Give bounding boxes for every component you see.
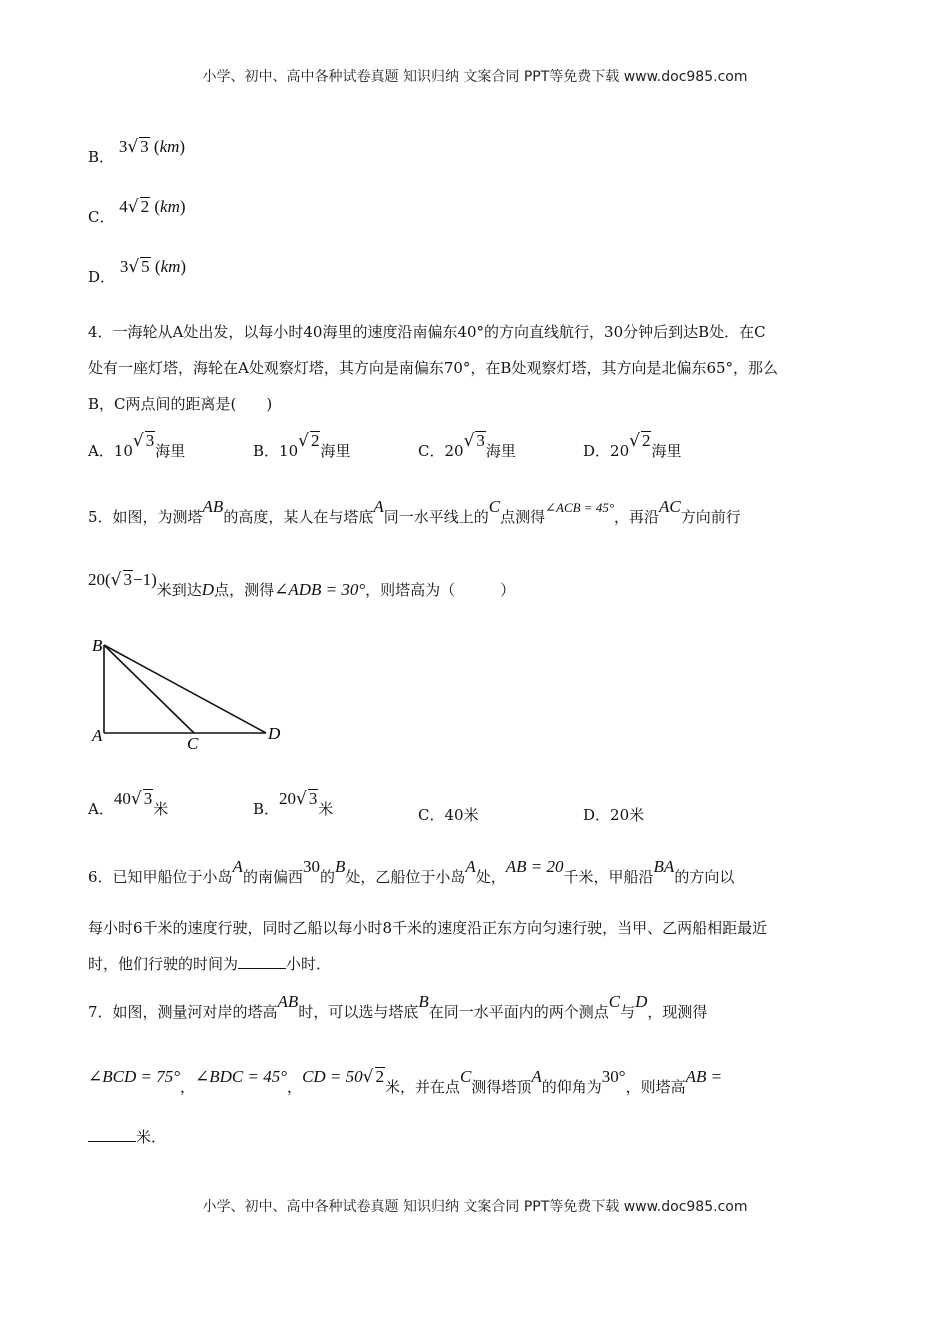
q6-line2: 每小时6千米的速度行驶，同时乙船以每小时8千米的速度沿正东方向匀速行驶，当甲、乙两船相距最近 [88, 919, 768, 937]
page-footer: 小学、初中、高中各种试卷真题 知识归纳 文案合同 PPT等免费下载 www.doc985.com [202, 1199, 748, 1215]
page-header: 小学、初中、高中各种试卷真题 知识归纳 文案合同 PPT等免费下载 www.doc985.com [202, 69, 748, 85]
q7-line1: 7．如图，测量河对岸的塔高AB时，可以选与塔底B在同一水平面内的两个测点C与D，现测得 [88, 992, 708, 1021]
q4-option-b: B．10√ 2海里 [253, 431, 351, 460]
q7-line3: 米． [88, 1125, 166, 1149]
label-c: C [187, 734, 199, 753]
q4-line2: 处有一座灯塔，海轮在A处观察灯塔，其方向是南偏东70°，在B处观察灯塔，其方向是北偏东65°，那么 [88, 359, 779, 377]
q7-line2: ∠BCD = 75°，∠BDC = 45°，CD = 50√ 2米，并在点C测得塔顶A的仰角为30°，则塔高AB = [88, 1067, 723, 1096]
answer-blank[interactable] [238, 954, 286, 969]
option-expr: 3√ 3 (km) [118, 137, 186, 157]
q5-option-b: B．20√ 3米 [253, 789, 334, 818]
label-a: A [92, 726, 103, 745]
q5-option-c: C．40米 [418, 806, 479, 824]
q6-line1: 6．已知甲船位于小岛A的南偏西30的B处，乙船位于小岛A处，AB = 20千米，甲船沿BA的方向以 [88, 857, 735, 886]
edge-bc [104, 645, 194, 733]
q4-option-d: D．20√ 2海里 [583, 431, 682, 460]
q5-line1: 5．如图，为测塔AB的高度，某人在与塔底A同一水平线上的C点测得∠ACB = 45°，再沿AC方向前行 [88, 497, 741, 526]
q4-line3: B，C两点间的距离是( ) [88, 395, 273, 413]
q3-option-c [88, 197, 186, 229]
q5-figure [86, 633, 296, 753]
answer-blank[interactable] [88, 1127, 136, 1142]
q4-line1: 4．一海轮从A处出发，以每小时40海里的速度沿南偏东40°的方向直线航行，30分钟后到达B处．在C [88, 323, 766, 341]
option-expr: 3√ 5 (km) [119, 257, 187, 277]
q6-line3: 时，他们行驶的时间为 小时． [88, 955, 332, 973]
q5-line2: 20(√ 3−1)米到达D点，测得∠ADB = 30°，则塔高为（ ） [88, 570, 516, 599]
q3-option-d [88, 257, 187, 289]
q3-option-b [88, 137, 186, 169]
option-label: D． [88, 268, 116, 286]
option-label: B． [88, 148, 115, 166]
option-expr: 4√ 2 (km) [119, 197, 186, 217]
q4-option-c: C．20√ 3海里 [418, 431, 516, 460]
q5-option-d: D．20米 [583, 806, 645, 824]
label-b: B [92, 636, 103, 655]
q4-option-a: A．10√ 3海里 [88, 431, 186, 460]
q5-option-a: A．40√ 3米 [88, 789, 169, 818]
label-d: D [268, 724, 281, 743]
option-label: C． [88, 208, 115, 226]
edge-bd [104, 645, 266, 733]
